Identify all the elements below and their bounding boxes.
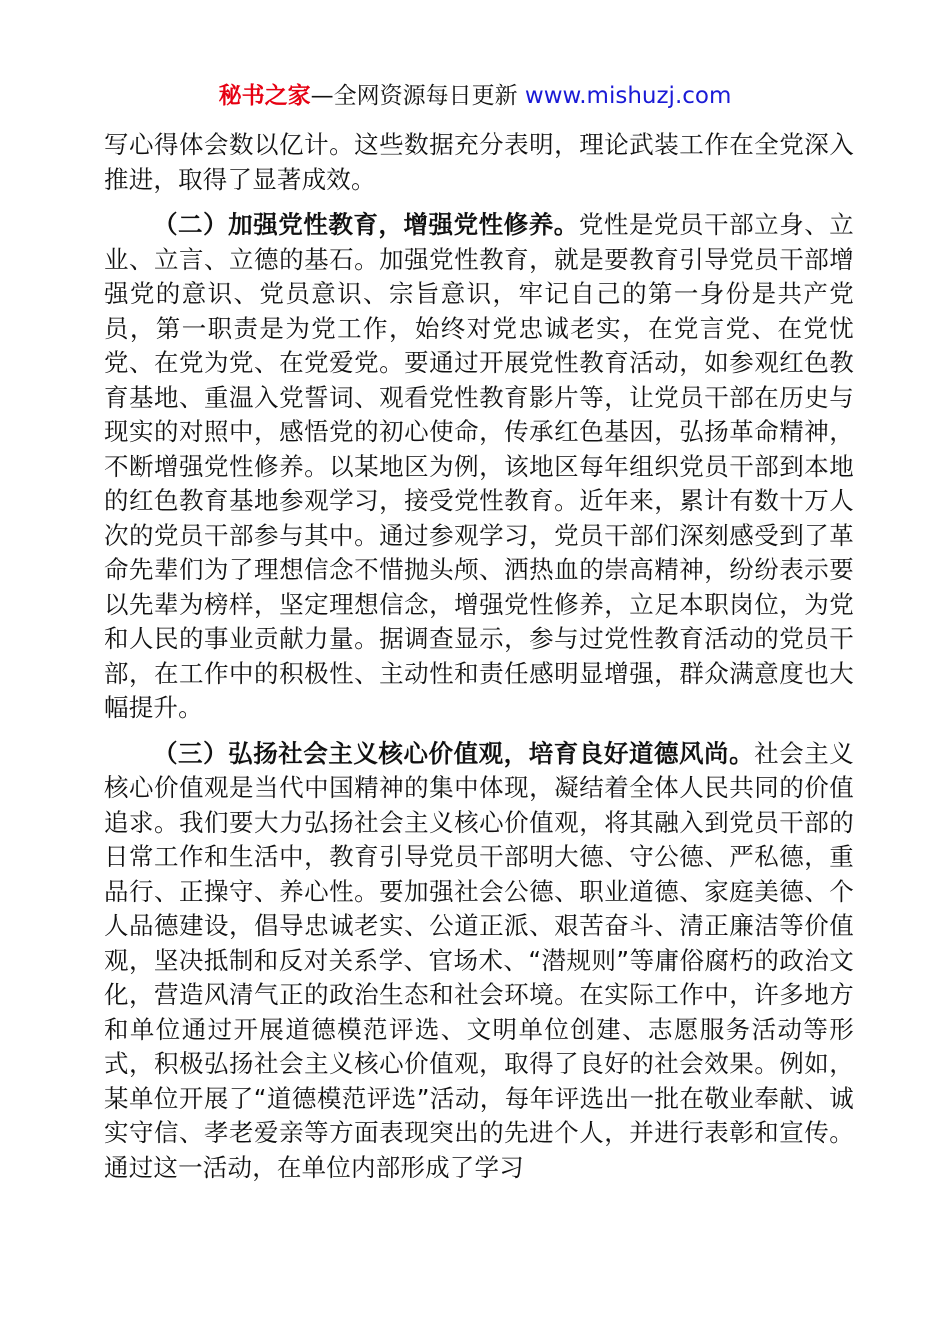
- header-brand: 秘书之家: [218, 83, 311, 109]
- paragraph-text: 党性是党员干部立身、立业、立言、立德的基石。加强党性教育，就是要教育引导党员干部增强党的意识、党员意识、宗旨意识，牢记自己的第一身份是共产党员，第一职责是为党工作，始终对党忠诚老实，在党言党、在党忧党、在党为党、在党爱党。要通过开展党性教育活动，如参观红色教育基地、重温入党誓词、观看党性教育影片等，让党员干部在历史与现实的对照中，感悟党的初心使命，传承红色基因，弘扬革命精神，不断增强党性修养。以某地区为例，该地区每年组织党员干部到本地的红色教育基地参观学习，接受党性教育。近年来，累计有数十万人次的党员干部参与其中。通过参观学习，党员干部们深刻感受到了革命先辈们为了理想信念不惜抛头颅、洒热血的崇高精神，纷纷表示要以先辈为榜样，坚定理想信念，增强党性修养，立足本职岗位，为党和人民的事业贡献力量。据调查显示，参与过党性教育活动的党员干部，在工作中的积极性、主动性和责任感明显增强，群众满意度也大幅提升。: [104, 210, 854, 722]
- section-heading: （二）加强党性教育，增强党性修养。: [153, 210, 579, 239]
- paragraph-continuation: [104, 128, 854, 197]
- paragraph-text: 社会主义核心价值观是当代中国精神的集中体现，凝结着全体人民共同的价值追求。我们要大力弘扬社会主义核心价值观，将其融入到党员干部的日常工作和生活中，教育引导党员干部明大德、守公德、严私德，重品行、正操守、养心性。要加强社会公德、职业道德、家庭美德、个人品德建设，倡导忠诚老实、公道正派、艰苦奋斗、清正廉洁等价值观，坚决抵制和反对关系学、官场术、“潜规则”等庸俗腐朽的政治文化，营造风清气正的政治生态和社会环境。在实际工作中，许多地方和单位通过开展道德模范评选、文明单位创建、志愿服务活动等形式，积极弘扬社会主义核心价值观，取得了良好的社会效果。例如，某单位开展了“道德模范评选”活动，每年评选出一批在敬业奉献、诚实守信、孝老爱亲等方面表现突出的先进个人，并进行表彰和宣传。通过这一活动，在单位内部形成了学习: [104, 738, 854, 1182]
- document-body: [104, 128, 854, 1196]
- header-url-link[interactable]: www.mishuzj.com: [524, 83, 732, 109]
- paragraph-section-2: [104, 208, 854, 726]
- section-heading: （三）弘扬社会主义核心价值观，培育良好道德风尚。: [153, 738, 755, 768]
- header-tagline: —全网资源每日更新: [310, 83, 525, 109]
- paragraph-text: 写心得体会数以亿计。这些数据充分表明，理论武装工作在全党深入推进，取得了显著成效。: [104, 130, 854, 194]
- page-header: [0, 80, 950, 112]
- paragraph-section-3: [104, 737, 854, 1186]
